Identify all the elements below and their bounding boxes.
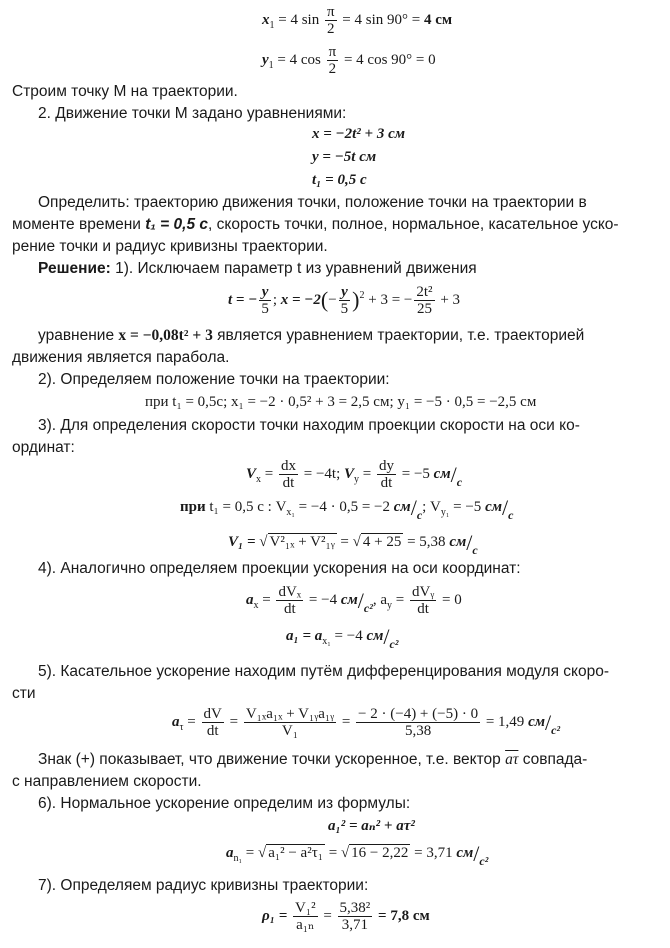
text-line: 7). Определяем радиус кривизны траектории: xyxy=(38,877,369,894)
text-line: 2). Определяем положение точки на траектории: xyxy=(38,371,390,388)
text-line: моменте времени t₁ = 0,5 с, скорость точки, полное, нормальное, касательное уско- xyxy=(12,216,619,233)
text-line: 6). Нормальное ускорение определим из формулы: xyxy=(38,795,411,812)
formula-normal-2: $a_{n_1}$ = √ a₁² − a²τ₁ = √ 16 − 2,22 = 3,71 $см/_{с^2}$ xyxy=(226,841,489,868)
formula-param: t = − $\frac{y}{5}$ ; x = −2(− $\frac{y}{5}$ )$^2$ + 3 = − $\frac{\text{2t²}}{25}$ + 3 xyxy=(228,284,461,317)
text-line: уравнение x = −0,08t² + 3 является уравнением траектории, т.е. траекторией xyxy=(38,327,585,344)
formula-acceleration-1: $a_x$ = dVₓ dt = −4 $см/_{с^2}$, $a_y$ = dVᵧ dt = 0 xyxy=(246,584,462,617)
text-line: Определить: траекторию движения точки, положение точки на траектории в xyxy=(38,194,587,211)
text-line: рение точки и радиус кривизны траектории. xyxy=(12,238,328,255)
formula-y1: $y_1 = 4$ cos $\frac{\pi}{2}$ = 4 cos 90° = 0 xyxy=(262,44,436,77)
text-line: Знак (+) показывает, что движение точки ускоренное, т.е. вектор $\overline{a\tau}$ совпада- xyxy=(38,751,588,768)
formula-radius: ρ₁ = $\frac{\text{V₁²}}{\text{a₁ₙ}}$ = $\frac{\text{5,38²}}{3,71}$ = 7,8 см xyxy=(262,900,430,933)
formula-acceleration-2: $a_1 = a_{x_1} = -4$ $см/_{с^2}$ xyxy=(286,624,399,651)
equation-x: x = −2t² + 3 см xyxy=(312,126,406,142)
equation-t: t₁ = 0,5 с xyxy=(312,172,367,188)
formula-velocity-1: $V_x$ = $\frac{dx}{dt}$ = −4t; $V_y$ = $\frac{dy}{dt}$ = −5 $см/_с$ xyxy=(246,458,463,491)
text-line: сти xyxy=(12,685,36,702)
text-line: 4). Аналогично определяем проекции ускорения на оси координат: xyxy=(38,560,521,577)
text-line: Решение: 1). Исключаем параметр t из уравнений движения xyxy=(38,260,477,277)
text-line: 5). Касательное ускорение находим путём дифференцирования модуля скоро- xyxy=(38,663,610,680)
formula-position: при t₁ = 0,5с; x₁ = −2 · 0,5² + 3 = 2,5 см; y₁ = −5 · 0,5 = −2,5 см xyxy=(145,394,537,410)
text-line: Строим точку М на траектории. xyxy=(12,83,238,100)
text-line: движения является парабола. xyxy=(12,349,230,366)
text-line: 3). Для определения скорости точки находим проекции скорости на оси ко- xyxy=(38,417,580,434)
formula-normal-1: a₁² = aₙ² + aτ² xyxy=(328,818,415,834)
formula-x1: $x_1 = 4$ sin $\frac{\pi}{2}$ = 4 sin 90° = 4 см xyxy=(262,4,453,37)
equation-y: y = −5t см xyxy=(312,149,377,165)
text-line: с направлением скорости. xyxy=(12,773,202,790)
formula-velocity-2: при t₁ = 0,5 с : $V_{x_1} = -4 \cdot 0,5 = -2$ $см/_с$; $V_{y_1} = -5$ $см/_с$ xyxy=(180,495,514,522)
text-line: ординат: xyxy=(12,439,75,456)
text-line: 2. Движение точки М задано уравнениями: xyxy=(38,105,347,122)
formula-tangential: $a_\tau$ = $\frac{dV}{dt}$ = $\frac{\text{V₁ₓa₁ₓ + V₁ᵧa₁ᵧ}}{\text{V₁}}$ = $\frac{- 2 \cdot (-4) + (-5) \cdot 0}{5,38}$ = 1,49 $см/_{с^2}$ xyxy=(172,706,561,739)
formula-velocity-3: V₁ = √ V²₁ₓ + V²₁ᵧ = √ 4 + 25 = 5,38 $см/_с$ xyxy=(228,530,478,557)
